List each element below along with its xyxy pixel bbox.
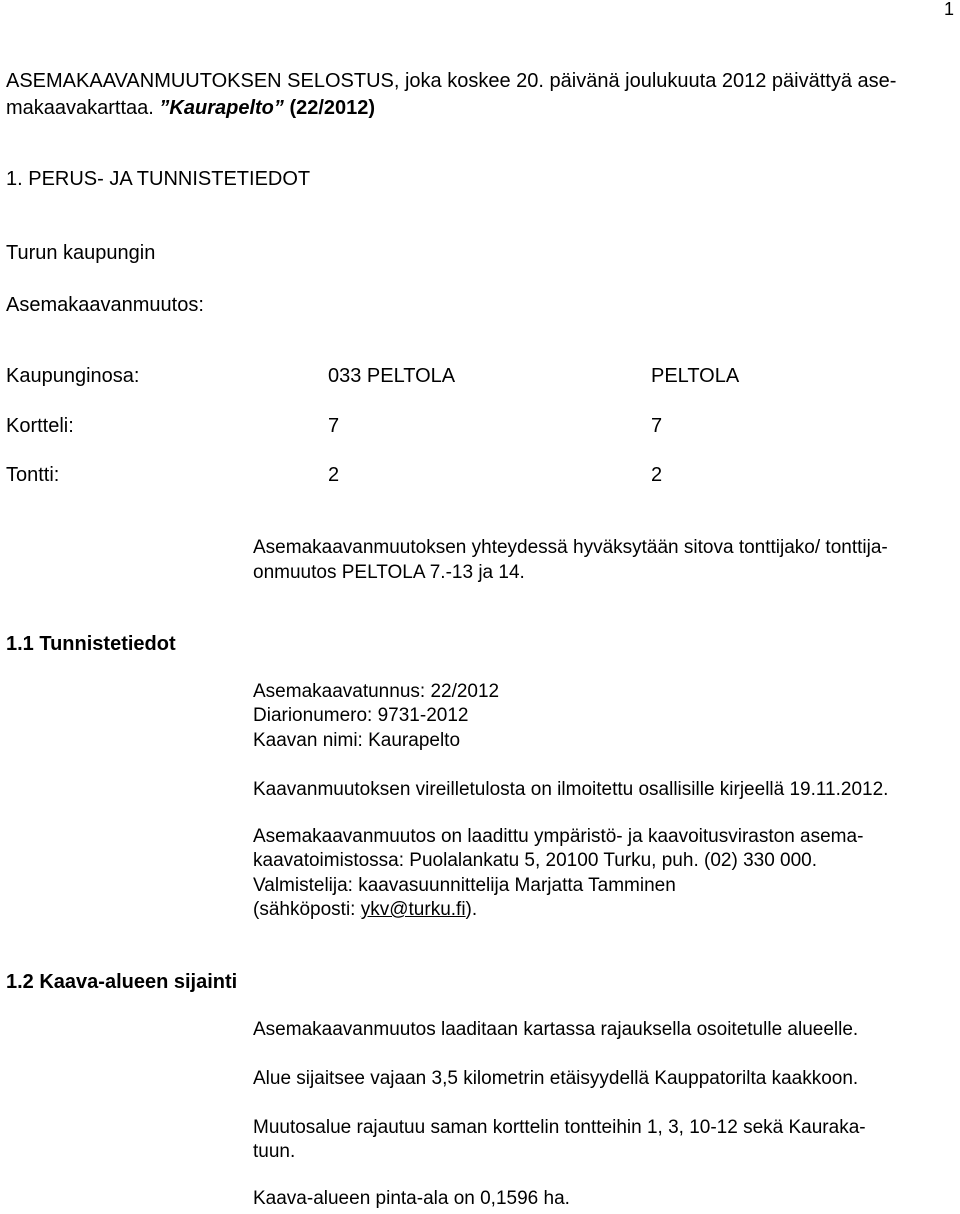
prepared-by-line1: Asemakaavanmuutos on laadittu ympäristö- ja kaavoitusviraston asema- — [253, 826, 864, 847]
location-paragraph-3-line1: Muutosalue rajautuu saman korttelin tontteihin 1, 3, 10-12 sekä Kauraka- — [253, 1117, 866, 1138]
title-prefix: makaavakarttaa. — [6, 97, 160, 119]
section-heading-1: 1. PERUS- JA TUNNISTETIEDOT — [6, 168, 311, 190]
email-suffix: ). — [465, 899, 478, 920]
prepared-by-line2: kaavatoimistossa: Puolalankatu 5, 20100 Turku, puh. (02) 330 000. — [253, 850, 818, 871]
plan-name: Kaavan nimi: Kaurapelto — [253, 730, 461, 751]
section-heading-1-1: 1.1 Tunnistetiedot — [6, 633, 176, 655]
location-paragraph-2: Alue sijaitsee vajaan 3,5 kilometrin etäisyydellä Kauppatorilta kaakkoon. — [253, 1068, 859, 1089]
title-suffix: (22/2012) — [283, 97, 376, 119]
plan-name-title: ”Kaurapelto” — [159, 97, 284, 119]
block-value-1: 7 — [328, 415, 340, 437]
email-prefix: (sähköposti: — [253, 899, 361, 920]
plot-value-2: 2 — [651, 464, 663, 486]
district-value-2: PELTOLA — [651, 365, 740, 387]
city-label: Turun kaupungin — [6, 242, 156, 264]
page-number: 1 — [944, 0, 955, 19]
district-label: Kaupunginosa: — [6, 365, 140, 387]
block-value-2: 7 — [651, 415, 663, 437]
plot-division-note-line1: Asemakaavanmuutoksen yhteydessä hyväksytään sitova tonttijako/ tonttija- — [253, 537, 888, 558]
location-paragraph-1: Asemakaavanmuutos laaditaan kartassa rajauksella osoitetulle alueelle. — [253, 1019, 859, 1040]
location-paragraph-3-line2: tuun. — [253, 1141, 296, 1162]
document-title-line2 — [6, 98, 375, 118]
area-size: Kaava-alueen pinta-ala on 0,1596 ha. — [253, 1188, 570, 1209]
section-heading-1-2: 1.2 Kaava-alueen sijainti — [6, 971, 238, 993]
block-label: Kortteli: — [6, 415, 74, 437]
plot-division-note-line2: onmuutos PELTOLA 7.-13 ja 14. — [253, 562, 525, 583]
email-link[interactable]: ykv@turku.fi — [360, 899, 466, 920]
district-value-1: 033 PELTOLA — [328, 365, 456, 387]
preparer-line: Valmistelija: kaavasuunnittelija Marjatta Tamminen — [253, 875, 676, 896]
initiation-notice: Kaavanmuutoksen vireilletulosta on ilmoitettu osallisille kirjeellä 19.11.2012. — [253, 779, 889, 800]
plot-value-1: 2 — [328, 464, 340, 486]
plan-change-label: Asemakaavanmuutos: — [6, 294, 204, 316]
document-title-line1: ASEMAKAAVANMUUTOKSEN SELOSTUS, joka koskee 20. päivänä joulukuuta 2012 päivättyä ase- — [6, 70, 897, 92]
diary-number: Diarionumero: 9731-2012 — [253, 705, 469, 726]
plan-id: Asemakaavatunnus: 22/2012 — [253, 681, 500, 702]
email-line — [253, 900, 477, 919]
plot-label: Tontti: — [6, 464, 60, 486]
